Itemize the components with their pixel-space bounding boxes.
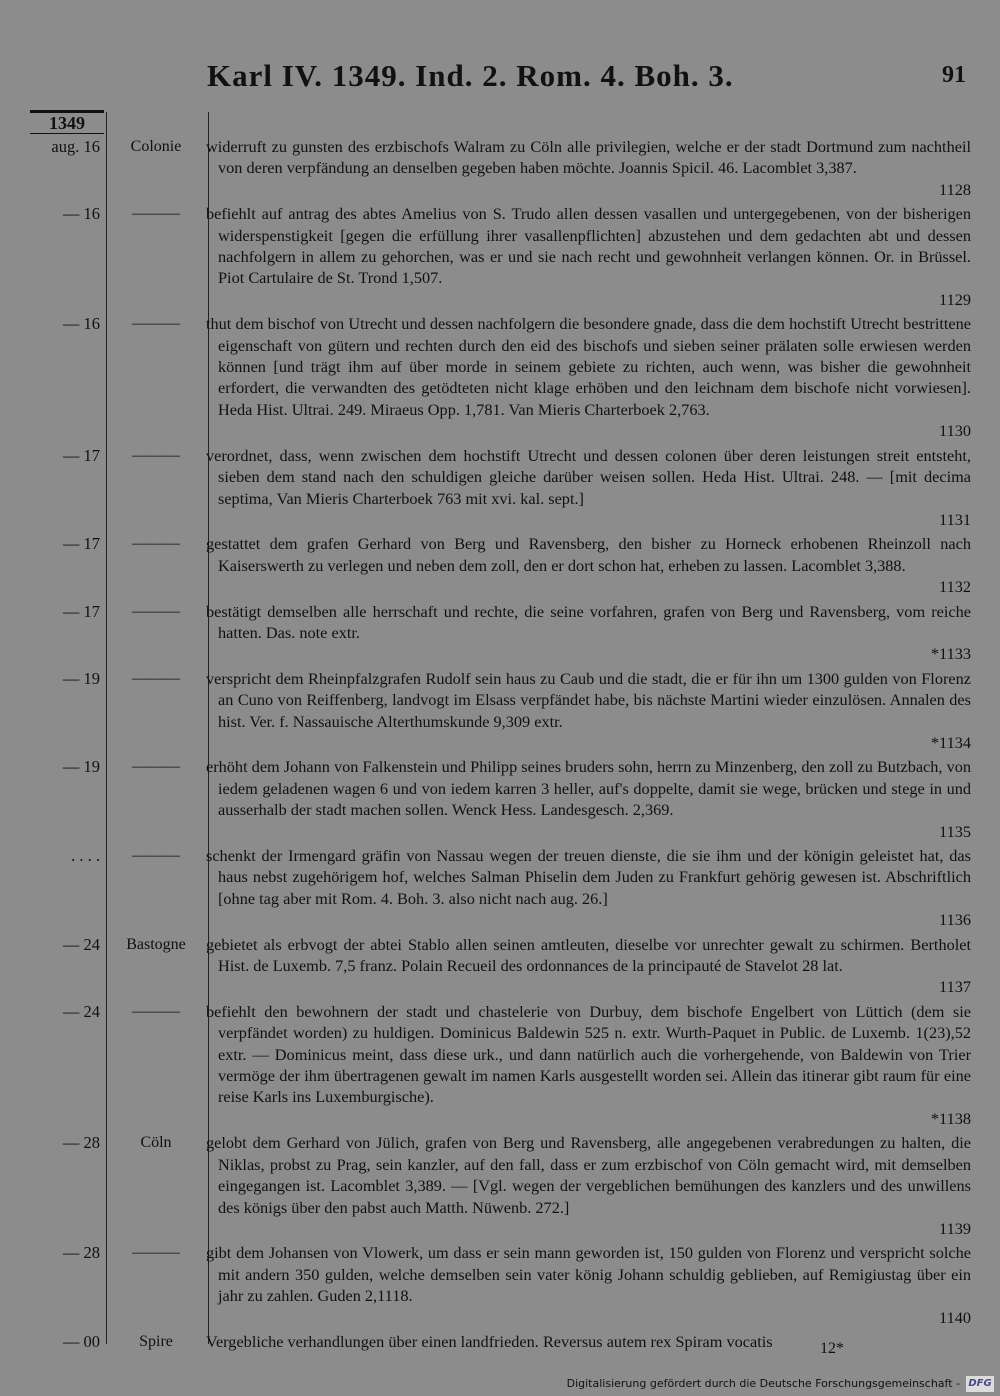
entry-place: ——— (132, 315, 180, 333)
entry-text: thut dem bischof von Utrecht und dessen nachfolgern die besondere gnade, dass die dem hochstift Utrecht bestrittene eigenschaft von gütern und rechten durch den eid des bischofs und sieben seiner prälaten solle erwiesen werden können [und trägt ihm auf über morde in seinem gebiete zu richten, auch wenn, was bisher die gewohnheit erfordert, die verwandten des getödteten nicht klage erhöben und den leichnam dem bischofe nicht vorwiesen]. Heda Hist. Ultrai. 249. Miraeus Opp. 1,781. Van Mieris Charterboek 2,763. (206, 314, 971, 419)
entry-text: schenkt der Irmengard gräfin von Nassau wegen der treuen dienste, die sie ihm und der königin geleistet hat, das haus nebst zugehörigem hof, welches Salman Phiselin dem Juden zu Frankfurt gehörig gewesen ist. Abschriftlich [ohne tag aber mit Rom. 4. Boh. 3. also nicht nach aug. 26.] (206, 846, 971, 908)
running-title: Karl IV. 1349. Ind. 2. Rom. 4. Boh. 3. (207, 58, 734, 93)
entry-date: — 17 (62, 601, 100, 621)
entry-number: *1133 (930, 644, 971, 664)
entry-text: befiehlt den bewohnern der stadt und chastelerie von Durbuy, dem bischofe Engelbert von Lüttich (dem sie verpfändet worden) zu huldigen. Dominicus Baldewin 525 n. extr. Wurth-Paquet in Public. de Luxemb. 1(23),52 extr. — Dominicus meint, dass diese urk., und dann natürlich auch die vorhergehende, von Baldewin von Trier vermöge der ihm übertragenen gewalt im namen Karls ausgestellt worden sei. Allein das itinerar gibt raum für eine reise Karls ins Luxemburgische). (206, 1001, 971, 1107)
regest-entry (30, 313, 975, 441)
entry-date: — 19 (62, 668, 100, 688)
entry-date: aug. 16 (51, 137, 100, 156)
entry-place: ——— (132, 535, 180, 553)
entry-place: Bastogne (126, 935, 186, 953)
regest-entry (30, 934, 975, 998)
year-heading: 1349 (30, 110, 104, 134)
entry-date: — 24 (62, 934, 100, 954)
entry-number: 1136 (939, 910, 971, 930)
regest-entry (30, 668, 975, 754)
credit-text: Digitalisierung gefördert durch die Deutsche Forschungsgemeinschaft - (566, 1377, 960, 1390)
entry-body (206, 533, 975, 597)
regest-entry (30, 756, 975, 842)
entry-number: 1135 (939, 821, 971, 841)
entry-place: ——— (132, 758, 180, 776)
entry-body (206, 1331, 975, 1352)
entry-text: widerruft zu gunsten des erzbischofs Walram zu Cöln alle privilegien, welche er der stadt Dortmund zum nachtheil von deren verpfändung an denselben gegeben haben möchte. Joannis Spicil. 46. Lacomblet 3,387. (206, 137, 971, 178)
entry-text: gelobt dem Gerhard von Jülich, grafen von Berg und Ravensberg, alle angegebenen verabredungen zu halten, die Niklas, probst zu Prag, sein kanzler, auf den fall, dass er zum erzbischof von Cöln gemacht wird, mit demselben eingegangen ist. Lacomblet 3,389. — [Vgl. wegen der vergeblichen bemühungen des kanzlers und des unwillens des königs über den pabst auch Matth. Nüwenb. 272.] (206, 1133, 971, 1217)
entry-place: ——— (132, 602, 180, 620)
entry-number: 1137 (939, 977, 971, 997)
entry-number: 1139 (939, 1218, 971, 1238)
entry-number: 1131 (939, 509, 971, 529)
entry-date: — 19 (62, 757, 100, 777)
page-header (0, 58, 1000, 98)
regest-entry (30, 136, 975, 200)
page-number: 91 (942, 62, 966, 88)
entry-text: gestattet dem grafen Gerhard von Berg und Ravensberg, den bisher zu Horneck erhobenen Rheinzoll nach Kaiserswerth zu verlegen und neben dem zoll, den er dort schon hat, erheben zu lassen. Lacomblet 3,388. (206, 534, 971, 575)
entry-body (206, 934, 975, 998)
regest-entry (30, 601, 975, 665)
entry-number: 1128 (939, 179, 971, 199)
entry-body (206, 203, 975, 310)
entry-date: — 28 (62, 1243, 100, 1263)
entry-text: gebietet als erbvogt der abtei Stablo allen seinen amtleuten, dieselbe vor unrechter gewalt zu schirmen. Bertholet Hist. de Luxemb. 7,5 franz. Polain Recueil des ordonnances de la principauté de Stavelot 28 lat. (206, 934, 971, 976)
digitization-credit (0, 1374, 1000, 1396)
entry-number: 1130 (939, 421, 971, 441)
entry-number: 1132 (939, 577, 971, 597)
entry-number: *1134 (930, 732, 971, 752)
entry-text: bestätigt demselben alle herrschaft und rechte, die seine vorfahren, grafen von Berg und Ravensberg, vom reiche hatten. Das. note extr. (206, 601, 971, 642)
entry-number: 1140 (939, 1307, 971, 1327)
entry-text: befiehlt auf antrag des abtes Amelius von S. Trudo allen dessen vasallen und untergegebenen, von der bisherigen widerspenstigkeit [gegen die erfüllung ihrer vasallenpflichten] abzustehen und dem gedachten abt und dessen nachfolgern in allem zu gehorchen, was er und sie nach recht und gewohnheit verlangen können. Or. in Brüssel. Piot Cartulaire de St. Trond 1,507. (206, 204, 971, 288)
regesta-entries (30, 136, 975, 1355)
entry-body (206, 1242, 975, 1328)
entry-body (206, 601, 975, 665)
entry-date: — 17 (62, 445, 100, 465)
entry-place: ——— (132, 1002, 180, 1020)
entry-place: ——— (132, 205, 180, 223)
entry-body (206, 1132, 975, 1239)
regest-entry (30, 445, 975, 531)
entry-date: — 16 (62, 314, 100, 334)
entry-body (206, 845, 975, 931)
entry-place: Spire (139, 1332, 173, 1350)
entry-body (206, 668, 975, 754)
regest-entry (30, 1242, 975, 1328)
regest-entry (30, 1001, 975, 1129)
entry-place: ——— (132, 1244, 180, 1262)
entry-date: — 24 (62, 1001, 100, 1021)
entry-place: Cöln (140, 1134, 172, 1152)
entry-body (206, 313, 975, 441)
entry-text: gibt dem Johansen von Vlowerk, um dass er sein mann geworden ist, 150 gulden von Florenz und verspricht solche mit andern 350 gulden, welche demselben sein vater könig Johann schuldig geblieben, auf Remigiustag über ein jahr zu zahlen. Guden 2,1118. (206, 1243, 971, 1306)
entry-date: — 00 (62, 1331, 100, 1351)
dfg-logo: DFG (966, 1376, 994, 1392)
entry-date: — 16 (62, 204, 100, 224)
entry-body (206, 756, 975, 842)
regest-entry (30, 533, 975, 597)
entry-text: verspricht dem Rheinpfalzgrafen Rudolf sein haus zu Caub und die stadt, die er für ihn um 1300 gulden von Florenz an Cuno von Reiffenberg, landvogt im Elsass verpfändet habe, bis nächste Martini wieder einzulösen. Annalen des hist. Ver. f. Nassauische Alterthumskunde 9,309 extr. (206, 668, 971, 731)
entry-place: ——— (132, 847, 180, 864)
regest-entry (30, 203, 975, 310)
entry-date: — 28 (62, 1133, 100, 1153)
entry-body (206, 1001, 975, 1129)
entry-place: ——— (132, 669, 180, 687)
regest-entry (30, 845, 975, 931)
entry-date: — 17 (62, 534, 100, 554)
entry-place: Colonie (130, 138, 182, 155)
entry-number: *1138 (930, 1108, 971, 1128)
entry-text: erhöht dem Johann von Falkenstein und Philipp seines bruders sohn, herrn zu Minzenberg, den zoll zu Butzbach, von iedem geladenen wagen 6 und von iedem karren 3 heller, auf's doppelte, damit sie wege, brücken und stege in und ausserhalb der stadt machen sollen. Wenck Hess. Landesgesch. 2,369. (206, 757, 971, 820)
entry-text: verordnet, dass, wenn zwischen dem hochstift Utrecht und dessen colonen über deren leistungen streit entsteht, sieben dem stand nach den schuldigen gleiche darüber weisen sollen. Heda Hist. Ultrai. 248. — [mit decima septima, Van Mieris Charterboek 763 mit xvi. kal. sept.] (206, 445, 971, 508)
regest-entry (30, 1132, 975, 1239)
entry-date: . . . . (71, 846, 100, 865)
entry-body (206, 445, 975, 531)
entry-text: Vergebliche verhandlungen über einen landfrieden. Reversus autem rex Spiram vocatis (206, 1331, 773, 1351)
entry-body (206, 136, 975, 200)
entry-number: 1129 (939, 289, 971, 309)
signature-mark: 12* (820, 1340, 844, 1357)
entry-place: ——— (132, 446, 180, 464)
